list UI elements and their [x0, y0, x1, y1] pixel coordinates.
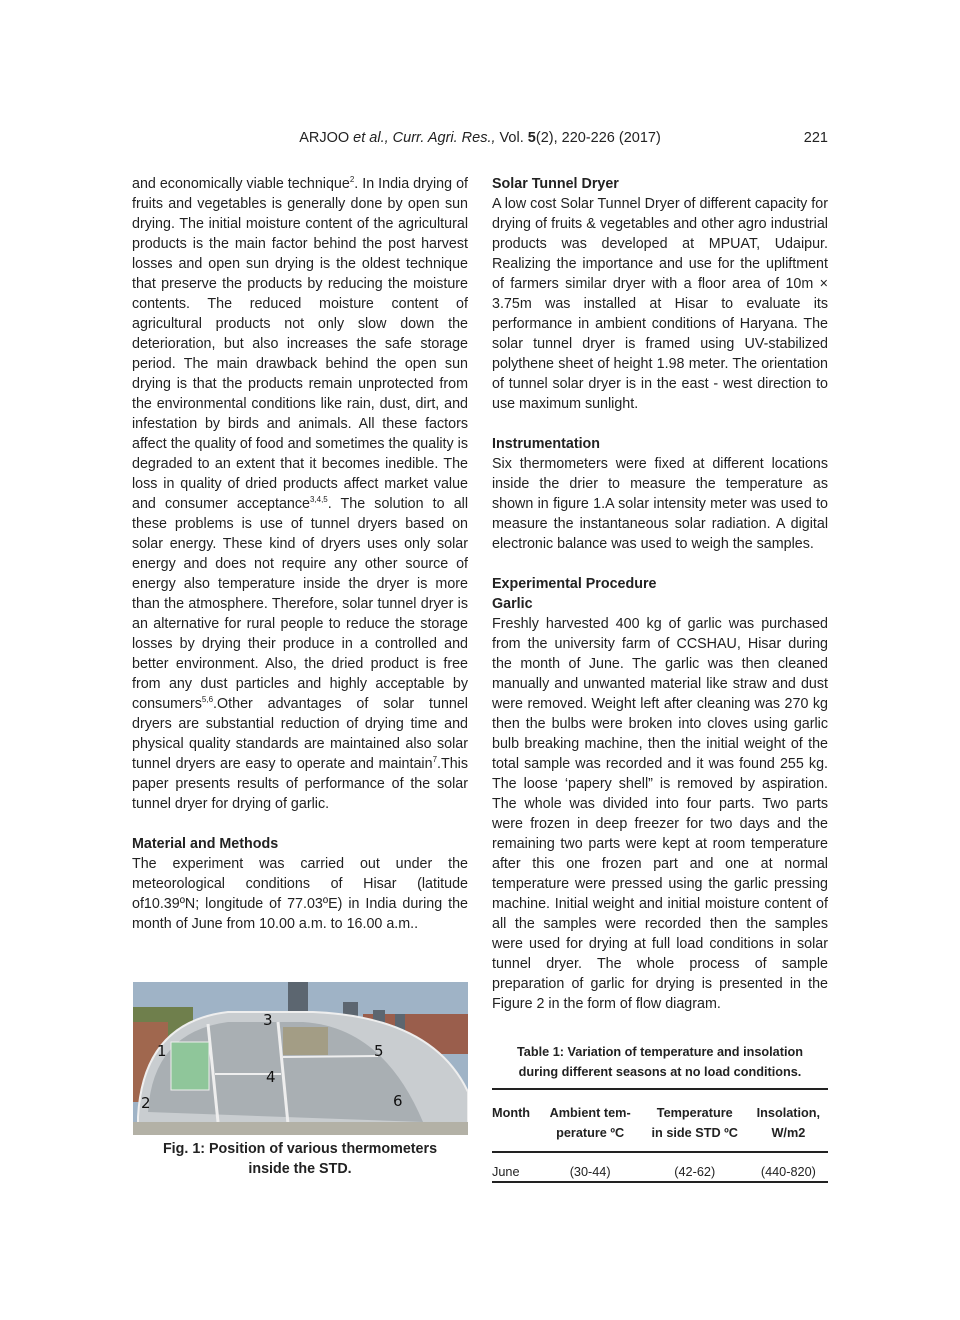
- citation-ref: 5,6: [201, 695, 214, 705]
- cell-month: June: [492, 1165, 520, 1179]
- thermometer-label-4: 4: [266, 1068, 276, 1086]
- thermometer-label-6: 6: [393, 1092, 403, 1110]
- caption-line: Table 1: Variation of temperature and insolation: [517, 1045, 803, 1059]
- cell-inside-temp: (42-62): [674, 1165, 716, 1179]
- left-column: [132, 174, 468, 934]
- journal: et al., Curr. Agri. Res.,: [353, 130, 496, 146]
- vol-label: Vol.: [495, 130, 528, 146]
- section-heading: Experimental Procedure: [492, 576, 657, 592]
- thermometer-label-1: 1: [157, 1042, 167, 1060]
- temperature-table: [492, 1088, 828, 1183]
- methods-paragraph: The experiment was carried out under the meteorological conditions of Hisar (latitude of10.39ºN; longitude of 77.03ºE) in India during the month of June from 10.00 a.m. to 16.00 a.m..: [132, 856, 468, 932]
- table-caption: [492, 1042, 828, 1082]
- garlic-paragraph: Freshly harvested 400 kg of garlic was purchased from the university farm of CCSHAU, Hisar during the month of June. The garlic was then cleaned manually and unwanted material like straw and dust were removed. Weight left after cleaning was 270 kg then the bulbs were broken into cloves using garlic bulb breaking machine, then the initial weight of the total sample was recorded and it was found 255 kg. The loose ‘papery shell” is removed by aspiration. The whole was divided into four parts. Two parts were frozen in deep freezer for two days and the remaining two parts were kept at room temperature after this one frozen part and one at normal temperature were pressed using the garlic pressing machine. Initial weight and initial moisture content of all the samples were recorded then the samples were used for drying at full load conditions in solar tunnel dryer. The whole process of sample preparation of garlic for drying is presented in the Figure 2 in the form of flow diagram.: [492, 616, 828, 1012]
- citation-ref: 7: [432, 755, 438, 765]
- authors: ARJOO: [299, 130, 350, 146]
- thermometer-label-3: 3: [263, 1011, 273, 1029]
- text: .This paper presents results of performance of the solar tunnel dryer for drying of garlic.: [132, 756, 468, 812]
- instrumentation-paragraph: Six thermometers were fixed at different locations inside the drier to measure the temperature as shown in figure 1.A solar intensity meter was used to measure the instantaneous solar radiation. A digital electronic balance was used to weigh the samples.: [492, 456, 828, 552]
- dryer-paragraph: A low cost Solar Tunnel Dryer of different capacity for drying of fruits & vegetables and other agro industrial products was developed at MPUAT, Udaipur. Realizing the importance and use for the upliftment of farmers similar dryer with a floor area of 10m × 3.75m was installed at Hisar to evaluate its performance in ambient conditions of Haryana. The solar tunnel dryer is framed using UV-stabilized polythene sheet of height 1.98 meter. The orientation of tunnel solar dryer is in the east - west direction to use maximum sunlight.: [492, 196, 828, 412]
- text: and economically viable technique: [132, 176, 350, 192]
- right-column: [492, 174, 828, 1014]
- text: .Other advantages of solar tunnel dryers are substantial reduction of drying time and physical quality standards are maintained also solar tunnel dryers are easy to operate and maintain: [132, 696, 468, 772]
- thermometer-label-5: 5: [374, 1042, 384, 1060]
- section-heading: Instrumentation: [492, 436, 601, 452]
- header-inside-temp: Temperature in side STD ºC: [651, 1106, 738, 1140]
- header-month: Month: [492, 1106, 531, 1120]
- intro-paragraph: [132, 174, 468, 814]
- header-insolation: Insolation, W/m2: [756, 1106, 821, 1140]
- solar-tunnel-dryer-photo: [133, 982, 468, 1135]
- header-ambient: Ambient tem- perature ºC: [549, 1106, 631, 1140]
- citation-ref: 3,4,5: [309, 495, 328, 505]
- section-heading: Solar Tunnel Dryer: [492, 176, 619, 192]
- volume: 5: [527, 130, 536, 146]
- subsection-heading: Garlic: [492, 596, 533, 612]
- section-heading: Material and Methods: [132, 836, 279, 852]
- table-row: [492, 1152, 828, 1182]
- text: . The solution to all these problems is use of tunnel dryers based on solar energy. These kind of dryers uses only solar energy and does not require any other source of energy also temperature inside the dryer is more than the atmosphere. Therefore, solar tunnel dryer is an alternative for rural people to reduce the storage losses by drying their produce in a controlled and better environment. Also, the dried product is free from any dust particles and highly acceptable by consumers: [132, 496, 468, 712]
- cell-insolation: (440-820): [760, 1165, 816, 1179]
- caption-line: during different seasons at no load conditions.: [518, 1065, 802, 1079]
- caption-line: Fig. 1: Position of various thermometers: [162, 1141, 438, 1157]
- table-header-row: [492, 1089, 828, 1152]
- text: . In India drying of fruits and vegetables is generally done by open sun drying. The initial moisture content of the agricultural products is the main factor behind the post harvest losses and open sun drying is the oldest technique that preserve the products by reducing the moisture contents. The reduced moisture content of agricultural products not only slow down the deterioration, but also increases the safe storage period. The main drawback behind the open sun drying is that the products remain unprotected from the environmental conditions like rain, dust, dirt, and infestation by birds and animals. All these factors affect the quality of food and sometimes the quality is degraded to an extent that it becomes inedible. The loss in quality of dried products affect market value and consumer acceptance: [132, 176, 468, 512]
- caption-line: inside the STD.: [248, 1161, 352, 1177]
- page-number: 221: [803, 130, 828, 146]
- figure-caption: [132, 1139, 468, 1179]
- citation-ref: 2: [349, 175, 355, 185]
- cell-ambient: (30-44): [569, 1165, 611, 1179]
- issue: (2), 220-226 (2017): [535, 130, 661, 146]
- thermometer-label-2: 2: [141, 1094, 151, 1112]
